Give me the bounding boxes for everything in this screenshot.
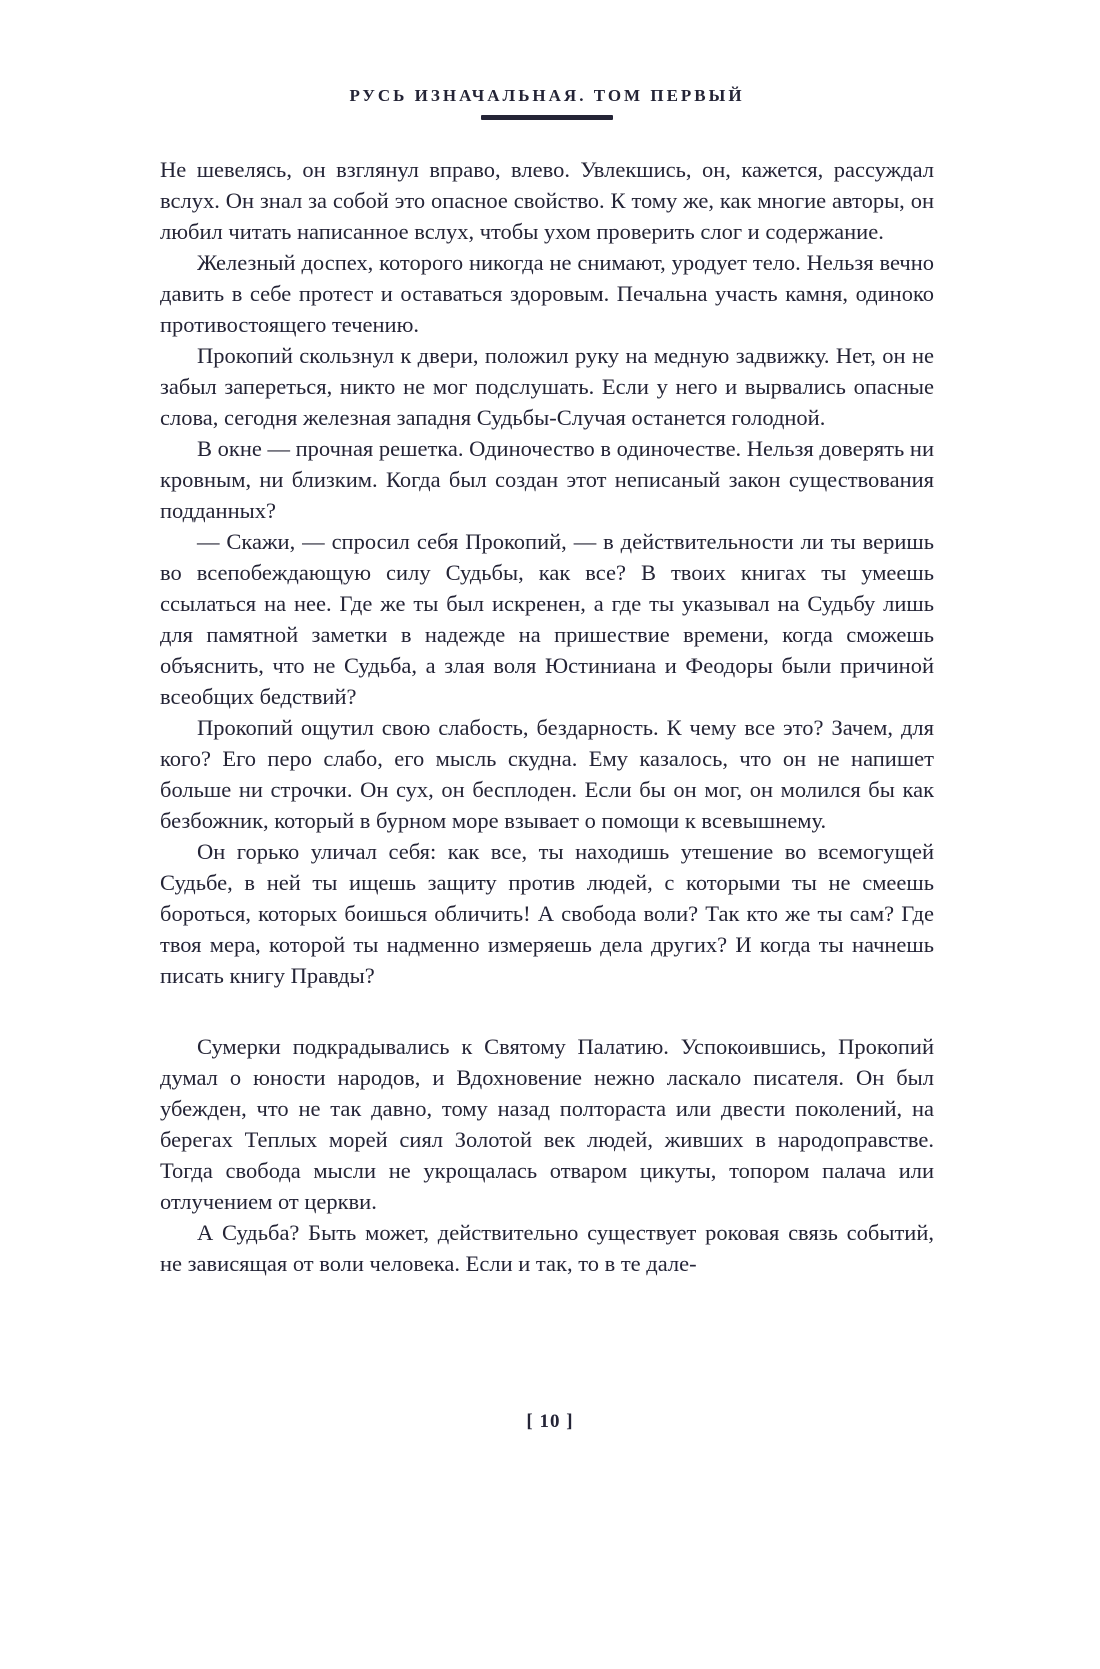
page-number: [ 10 ] <box>526 1411 574 1432</box>
header-rule <box>481 115 613 120</box>
paragraph: Сумерки подкрадывались к Святому Палатию. Успокоившись, Прокопий думал о юности народов, и Вдохновение нежно ласкало писателя. Он был убежден, что не так давно, тому назад полтораста или двести поколений, на берегах Теплых морей сиял Золотой век людей, живших в народоправстве. Тогда свобода мысли не укрощалась отваром цикуты, топором палача или отлучением от церкви. <box>160 1034 934 1214</box>
paragraph: Железный доспех, которого никогда не снимают, уродует тело. Нельзя вечно давить в себе протест и оставаться здоровым. Печальна участь камня, одиноко противостоящего течению. <box>160 250 934 337</box>
paragraph: В окне — прочная решетка. Одиночество в одиночестве. Нельзя доверять ни кровным, ни близким. Когда был создан этот неписаный закон существования подданных? <box>160 436 934 523</box>
paragraph: А Судьба? Быть может, действительно существует роковая связь событий, не зависящая от воли человека. Если и так, то в те дале- <box>160 1220 934 1276</box>
paragraph: Не шевелясь, он взглянул вправо, влево. Увлекшись, он, кажется, рассуждал вслух. Он знал за собой это опасное свойство. К тому же, как многие авторы, он любил читать написанное вслух, чтобы ухом проверить слог и содержание. <box>160 157 934 244</box>
paragraph: Прокопий скользнул к двери, положил руку на медную задвижку. Нет, он не забыл запереться, никто не мог подслушать. Если у него и вырвались опасные слова, сегодня железная западня Судьбы-Случая останется голодной. <box>160 343 934 430</box>
running-head: РУСЬ ИЗНАЧАЛЬНАЯ. ТОМ ПЕРВЫЙ <box>349 86 745 105</box>
paragraph: — Скажи, — спросил себя Прокопий, — в действительности ли ты веришь во всепобеждающую силу Судьбы, как все? В твоих книгах ты умеешь ссылаться на нее. Где же ты был искренен, а где ты указывал на Судьбу лишь для памятной заметки в надежде на пришествие времени, когда сможешь объяснить, что не Судьба, а злая воля Юстиниана и Феодоры были причиной всеобщих бедствий? <box>160 529 934 709</box>
paragraph: Прокопий ощутил свою слабость, бездарность. К чему все это? Зачем, для кого? Его перо слабо, его мысль скудна. Ему казалось, что он не напишет больше ни строчки. Он сух, он бесплоден. Если бы он мог, он молился бы как безбожник, который в бурном море взывает о помощи к всевышнему. <box>160 715 934 833</box>
paragraph: Он горько уличал себя: как все, ты находишь утешение во всемогущей Судьбе, в ней ты ищешь защиту против людей, с которыми ты не смеешь бороться, которых боишься обличить! А свобода воли? Так кто же ты сам? Где твоя мера, которой ты надменно измеряешь дела других? И когда ты начнешь писать книгу Правды? <box>160 839 934 988</box>
page-body <box>160 154 934 1279</box>
